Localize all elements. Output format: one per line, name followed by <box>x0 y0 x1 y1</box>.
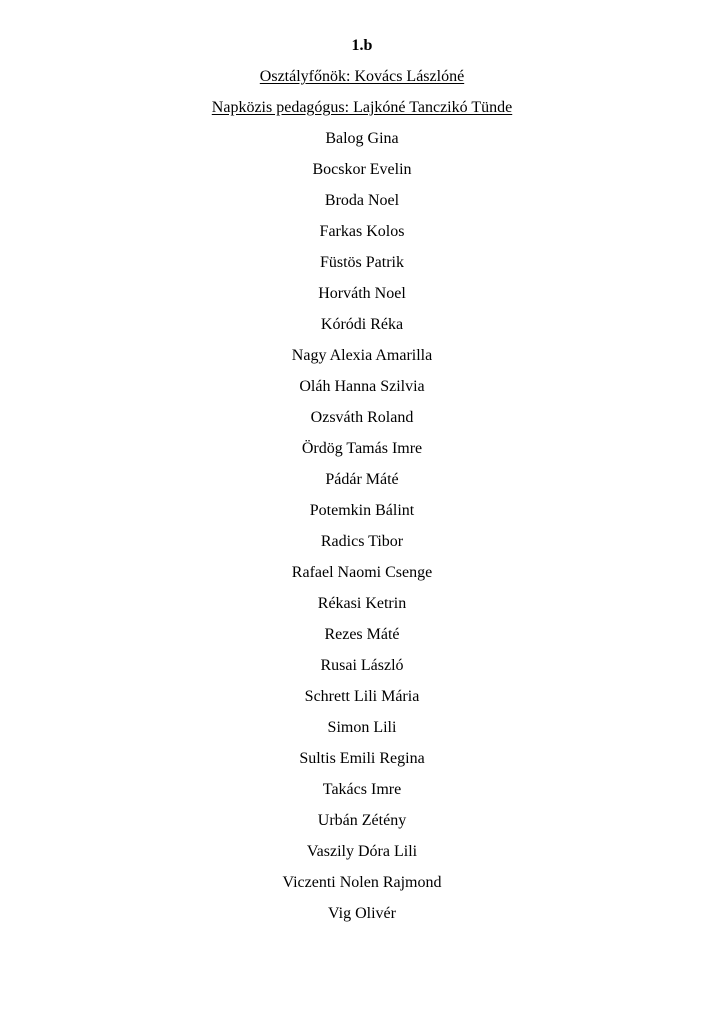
student-name: Radics Tibor <box>320 533 404 550</box>
daycare-teacher-line <box>0 92 724 123</box>
student-name: Oláh Hanna Szilvia <box>299 378 425 395</box>
student-list <box>0 123 724 929</box>
student-name: Potemkin Bálint <box>309 502 415 519</box>
student-name: Broda Noel <box>324 192 400 209</box>
document-page <box>0 30 724 929</box>
student-name: Rékasi Ketrin <box>317 595 407 612</box>
class-title: 1.b <box>351 37 373 54</box>
student-name: Farkas Kolos <box>319 223 405 240</box>
student-name: Rezes Máté <box>324 626 400 643</box>
student-name: Kóródi Réka <box>320 316 404 333</box>
student-name: Viczenti Nolen Rajmond <box>282 874 442 891</box>
student-name: Urbán Zétény <box>317 812 407 829</box>
student-name: Balog Gina <box>325 130 399 147</box>
homeroom-teacher-text: Osztályfőnök: Kovács Lászlóné <box>259 68 465 85</box>
student-name: Ördög Tamás Imre <box>301 440 423 457</box>
daycare-teacher-text: Napközis pedagógus: Lajkóné Tanczikó Tünde <box>211 99 513 116</box>
student-name: Rusai László <box>320 657 404 674</box>
student-name: Vaszily Dóra Lili <box>306 843 418 860</box>
student-name: Vig Olivér <box>328 905 396 922</box>
student-name: Füstös Patrik <box>319 254 404 271</box>
student-name: Nagy Alexia Amarilla <box>291 347 433 364</box>
student-name: Takács Imre <box>322 781 402 798</box>
student-name: Rafael Naomi Csenge <box>291 564 433 581</box>
student-name: Bocskor Evelin <box>312 161 412 178</box>
student-name: Schrett Lili Mária <box>304 688 420 705</box>
student-name: Horváth Noel <box>318 285 406 302</box>
student-name: Sultis Emili Regina <box>299 750 425 767</box>
student-name: Pádár Máté <box>325 471 399 488</box>
student-name: Ozsváth Roland <box>310 409 414 426</box>
homeroom-teacher-line <box>0 61 724 92</box>
student-name: Simon Lili <box>327 719 397 736</box>
